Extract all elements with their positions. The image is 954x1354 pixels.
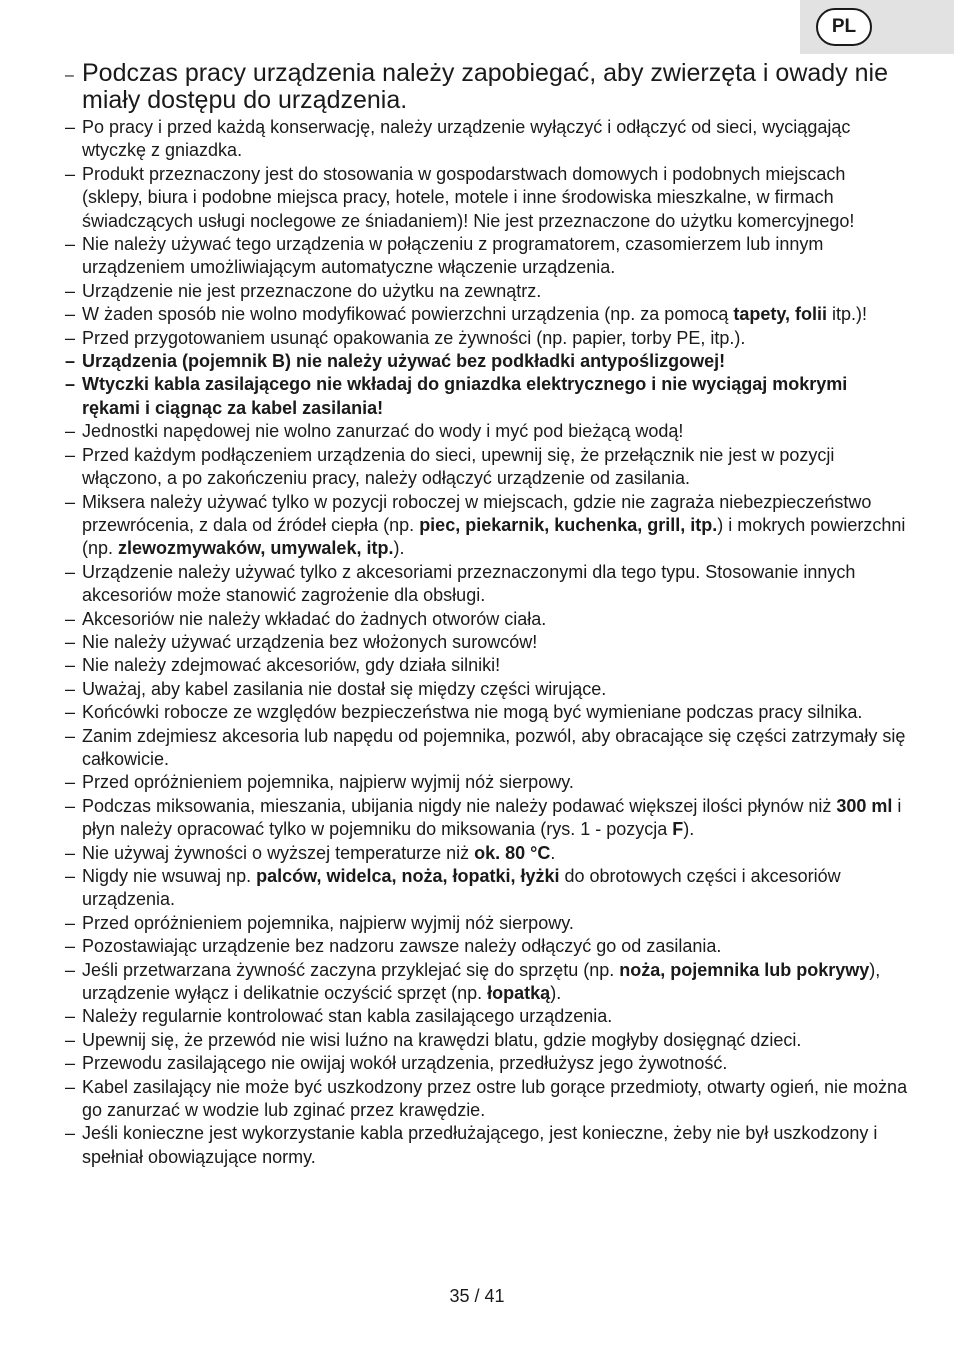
item-text: Kabel zasilający nie może być uszkodzony przez ostre lub gorące przedmioty, otwarty ogień, nie można go zanurzać w wodzie lub zginać przez krawędzie. [82, 1076, 908, 1121]
list-item [62, 678, 908, 701]
list-item [62, 561, 908, 608]
item-text: Nie używaj żywności o wyższej temperaturze niż [82, 842, 475, 863]
page-number: 35 / 41 [449, 1286, 505, 1306]
intro-warning [62, 60, 908, 114]
item-text: ). [550, 983, 562, 1004]
item-text: Jednostki napędowej nie wolno zanurzać do wody i myć pod bieżącą wodą! [82, 421, 684, 442]
item-text: ) i mokrych powierzchni (np. [82, 514, 906, 559]
language-badge: PL [816, 8, 872, 46]
instruction-list [62, 116, 908, 1169]
safety-instructions [62, 60, 908, 1169]
intro-text: Podczas pracy urządzenia należy zapobiegać, aby zwierzęta i owady nie miały dostępu do urządzenia. [82, 59, 889, 114]
list-item [62, 631, 908, 654]
item-text: Wtyczki kabla zasilającego nie wkładaj do gniazdka elektrycznego i nie wyciągaj mokrymi rękami i ciągnąc za kabel zasilania! [82, 374, 848, 418]
item-text: Uważaj, aby kabel zasilania nie dostał się między części wirujące. [82, 678, 607, 699]
item-text: ). [683, 819, 695, 840]
emphasis-text: łopatką [487, 983, 551, 1004]
item-text: Nie należy używać tego urządzenia w połączeniu z programatorem, czasomierzem lub innym urządzeniem umożliwiającym automatyczne włączenie urządzenia. [82, 234, 824, 278]
list-item [62, 912, 908, 935]
list-item [62, 233, 908, 280]
item-text: Upewnij się, że przewód nie wisi luźno na krawędzi blatu, gdzie mogłyby dosięgnąć dzieci. [82, 1029, 802, 1050]
emphasis-text: noża, pojemnika lub pokrywy [619, 959, 870, 980]
emphasis-text: F [672, 819, 684, 840]
list-item [62, 771, 908, 794]
item-text: Po pracy i przed każdą konserwację, należy urządzenie wyłączyć i odłączyć od sieci, wyciągając wtyczkę z gniazdka. [82, 117, 851, 161]
item-text: Podczas miksowania, mieszania, ubijania nigdy nie należy podawać większej ilości płynów niż [82, 795, 837, 816]
list-item [62, 1122, 908, 1169]
item-text: Przed przygotowaniem usunąć opakowania ze żywności (np. papier, torby PE, itp.). [82, 327, 746, 348]
item-text: Akcesoriów nie należy wkładać do żadnych otworów ciała. [82, 608, 547, 629]
item-text: Przed opróżnieniem pojemnika, najpierw wyjmij nóż sierpowy. [82, 772, 574, 793]
item-text: itp.)! [827, 304, 868, 325]
list-item [62, 842, 908, 865]
list-item [62, 1052, 908, 1075]
list-item [62, 116, 908, 163]
item-text: Urządzenie należy używać tylko z akcesoriami przeznaczonymi dla tego typu. Stosowanie innych akcesoriów może stanowić zagrożenie dla obsługi. [82, 561, 856, 606]
item-text: . [550, 842, 556, 863]
list-item [62, 701, 908, 724]
item-text: Przed opróżnieniem pojemnika, najpierw wyjmij nóż sierpowy. [82, 912, 574, 933]
list-item [62, 795, 908, 842]
list-item [62, 350, 908, 373]
item-text: Urządzenia (pojemnik B) nie należy używać bez podkładki antypoślizgowej! [82, 351, 726, 372]
list-item [62, 327, 908, 350]
item-text: Przed każdym podłączeniem urządzenia do sieci, upewnij się, że przełącznik nie jest w pozycji włączono, a po zakończeniu pracy, należy odłączyć urządzenie od zasilania. [82, 444, 835, 489]
list-item [62, 373, 908, 420]
emphasis-text: piec, piekarnik, kuchenka, grill, itp. [419, 514, 718, 535]
item-text: Nie należy używać urządzenia bez włożonych surowców! [82, 631, 538, 652]
item-text: Jeśli konieczne jest wykorzystanie kabla przedłużającego, jest konieczne, żeby nie był uszkodzony i spełniał obowiązujące normy. [82, 1123, 878, 1167]
item-text: ). [393, 538, 405, 559]
list-item [62, 959, 908, 1006]
list-item [62, 163, 908, 233]
list-item [62, 1076, 908, 1123]
item-text: Zanim zdejmiesz akcesoria lub napędu od pojemnika, pozwól, aby obracające się części zatrzymały się całkowicie. [82, 725, 906, 769]
item-text: i płyn należy opracować tylko w pojemniku do miksowania (rys. 1 - pozycja [82, 795, 902, 840]
list-item [62, 1029, 908, 1052]
list-item [62, 1005, 908, 1028]
dash-bullet: – [65, 67, 74, 84]
item-text: Jeśli przetwarzana żywność zaczyna przyklejać się do sprzętu (np. [82, 959, 620, 980]
list-item [62, 420, 908, 443]
item-text: Produkt przeznaczony jest do stosowania w gospodarstwach domowych i podobnych miejscach (sklepy, biura i podobne miejsca pracy, hotele, motele i inne środowiska mieszkalne, w firmach świadczących usługi noclegowe ze śniadaniem)! Nie jest przeznaczone do użytku komercyjnego! [82, 163, 855, 231]
item-text: Miksera należy używać tylko w pozycji roboczej w miejscach, gdzie nie zagraża niebezpieczeństwo przewrócenia, z dala od źródeł ciepła (np. [82, 491, 872, 535]
list-item [62, 444, 908, 491]
item-text: W żaden sposób nie wolno modyfikować powierzchni urządzenia (np. za pomocą [82, 304, 734, 325]
list-item [62, 865, 908, 912]
list-item [62, 303, 908, 326]
list-item [62, 654, 908, 677]
item-text: Pozostawiając urządzenie bez nadzoru zawsze należy odłączyć go od zasilania. [82, 936, 722, 957]
item-text: Należy regularnie kontrolować stan kabla zasilającego urządzenia. [82, 1006, 613, 1027]
list-item [62, 280, 908, 303]
emphasis-text: ok. 80 °C [474, 842, 551, 863]
item-text: Nie należy zdejmować akcesoriów, gdy działa silniki! [82, 655, 501, 676]
item-text: Urządzenie nie jest przeznaczone do użytku na zewnątrz. [82, 280, 542, 301]
item-text: do obrotowych części i akcesoriów urządzenia. [82, 866, 841, 910]
emphasis-text: 300 ml [836, 795, 893, 816]
list-item [62, 491, 908, 561]
emphasis-text: palców, widelca, noża, łopatki, łyżki [256, 866, 560, 886]
list-item [62, 935, 908, 958]
item-text: Przewodu zasilającego nie owijaj wokół urządzenia, przedłużysz jego żywotność. [82, 1053, 728, 1074]
list-item [62, 608, 908, 631]
list-item [62, 725, 908, 772]
emphasis-text: tapety, folii [733, 304, 828, 325]
emphasis-text: zlewozmywaków, umywalek, itp. [118, 538, 394, 559]
item-text: Końcówki robocze ze względów bezpieczeństwa nie mogą być wymieniane podczas pracy silnika. [82, 702, 863, 723]
item-text: ), urządzenie wyłącz i delikatnie oczyścić sprzęt (np. [82, 959, 881, 1004]
item-text: Nigdy nie wsuwaj np. [82, 866, 257, 886]
